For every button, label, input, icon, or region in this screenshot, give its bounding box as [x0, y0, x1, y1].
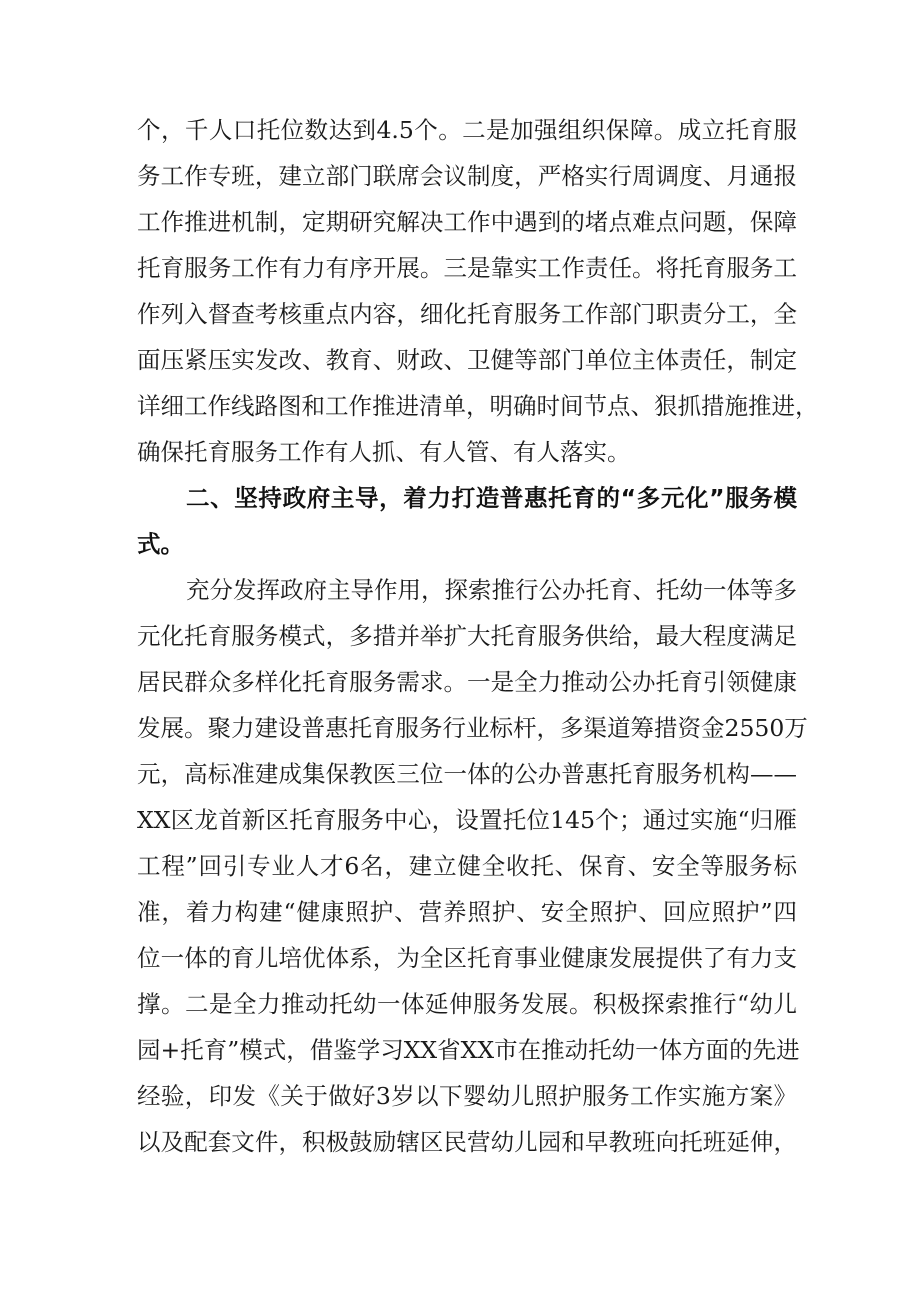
body-text-line: 个，千人口托位数达到4.5个。二是加强组织保障。成立托育服 — [137, 116, 797, 144]
body-text-line: 工程”回引专业人才6名，建立健全收托、保育、安全等服务标 — [137, 852, 797, 880]
body-text-line: 面压紧压实发改、教育、财政、卫健等部门单位主体责任，制定 — [137, 346, 797, 374]
body-text-line: 元，高标准建成集保教医三位一体的公办普惠托育服务机构—— — [137, 760, 797, 788]
body-text-line: 准，着力构建“健康照护、营养照护、安全照护、回应照护”四 — [137, 898, 797, 926]
body-text-line: 托育服务工作有力有序开展。三是靠实工作责任。将托育服务工 — [137, 254, 797, 282]
body-text-line: 居民群众多样化托育服务需求。一是全力推动公办托育引领健康 — [137, 668, 797, 696]
body-text-line: 园+托育”模式，借鉴学习XX省XX市在推动托幼一体方面的先进 — [137, 1036, 800, 1064]
body-text-line: 元化托育服务模式，多措并举扩大托育服务供给，最大程度满足 — [137, 622, 797, 650]
body-text-line: 详细工作线路图和工作推进清单，明确时间节点、狠抓措施推进， — [137, 392, 819, 420]
body-text-line: 确保托育服务工作有人抓、有人管、有人落实。 — [137, 438, 631, 466]
body-text-line: 经验，印发《关于做好3岁以下婴幼儿照护服务工作实施方案》 — [137, 1082, 797, 1110]
section-heading: 式。 — [137, 530, 184, 558]
body-text-line: XX区龙首新区托育服务中心，设置托位145个；通过实施“归雁 — [137, 806, 797, 834]
body-text-line: 撑。二是全力推动托幼一体延伸服务发展。积极探索推行“幼儿 — [137, 990, 797, 1018]
section-heading: 二、坚持政府主导，着力打造普惠托育的“多元化”服务模 — [186, 484, 797, 512]
body-text-line: 务工作专班，建立部门联席会议制度，严格实行周调度、月通报 — [137, 162, 797, 190]
body-text-line: 以及配套文件，积极鼓励辖区民营幼儿园和早教班向托班延伸， — [137, 1128, 797, 1156]
body-text-line: 作列入督查考核重点内容，细化托育服务工作部门职责分工，全 — [137, 300, 797, 328]
body-text-line: 充分发挥政府主导作用，探索推行公办托育、托幼一体等多 — [186, 576, 797, 604]
body-text-line: 工作推进机制，定期研究解决工作中遇到的堵点难点问题，保障 — [137, 208, 797, 236]
body-text-line: 位一体的育儿培优体系，为全区托育事业健康发展提供了有力支 — [137, 944, 797, 972]
body-text-line: 发展。聚力建设普惠托育服务行业标杆，多渠道筹措资金2550万 — [137, 714, 808, 742]
